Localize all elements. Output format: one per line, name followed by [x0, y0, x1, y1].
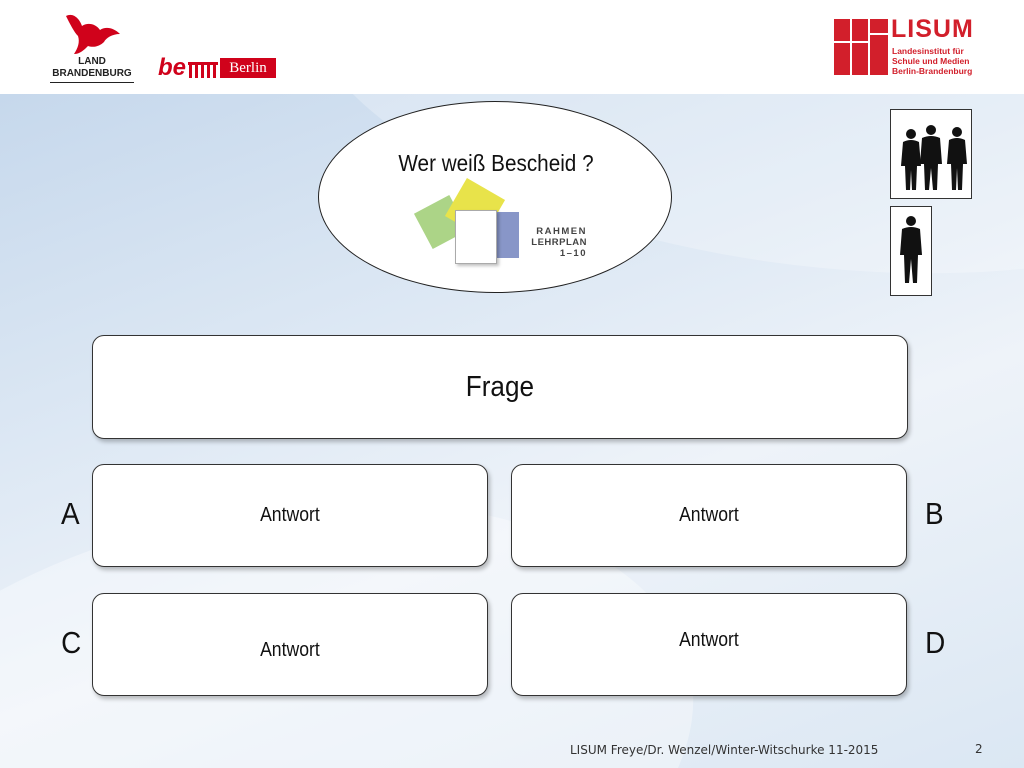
page-number: 2 [975, 742, 983, 756]
question-text: Frage [465, 370, 535, 403]
brandenburg-line2: BRANDENBURG [52, 68, 132, 79]
footer-credit: LISUM Freye/Dr. Wenzel/Winter-Witschurke 11-2015 [570, 743, 879, 757]
quiz-title: Wer weiß Bescheid ? [398, 150, 594, 176]
answer-a-text: Antwort [260, 504, 320, 526]
lisum-title: LISUM [891, 15, 974, 43]
answer-c-box[interactable] [92, 593, 488, 696]
answer-b-text: Antwort [679, 504, 739, 526]
title-oval [318, 101, 672, 293]
answer-b-box[interactable] [511, 464, 907, 567]
answer-d-text: Antwort [679, 629, 739, 651]
person-silhouette-icon [891, 207, 931, 295]
phone-joker-button[interactable] [890, 206, 932, 296]
brandenburg-gate-icon [188, 60, 218, 78]
rahmenlehrplan-logo [417, 182, 597, 268]
berlin-box: Berlin [220, 58, 276, 78]
brandenburg-line1: LAND [78, 56, 106, 67]
rl-line2: LEHRPLAN [531, 237, 587, 248]
lisum-sub-line1: Landesinstitut für [892, 46, 964, 56]
audience-joker-button[interactable] [890, 109, 972, 199]
answer-d-box[interactable] [511, 593, 907, 696]
answer-d-letter: D [925, 625, 946, 660]
answer-a-letter: A [61, 496, 80, 531]
answer-b-letter: B [925, 496, 944, 531]
rl-line3: 1–10 [559, 248, 587, 259]
be-text: be [158, 54, 187, 81]
lisum-sub-line3: Berlin-Brandenburg [892, 66, 973, 76]
lisum-logo [834, 15, 984, 77]
brandenburg-logo [46, 12, 138, 84]
audience-silhouettes-icon [891, 110, 971, 198]
answer-c-letter: C [61, 625, 82, 660]
brandenburg-underline [50, 82, 134, 83]
rl-line1: RAHMEN [536, 226, 587, 237]
question-box[interactable] [92, 335, 908, 439]
eagle-icon [60, 12, 124, 56]
lisum-grid-icon [834, 19, 888, 75]
answer-c-text: Antwort [260, 639, 320, 661]
lisum-sub-line2: Schule und Medien [892, 56, 970, 66]
answer-a-box[interactable] [92, 464, 488, 567]
